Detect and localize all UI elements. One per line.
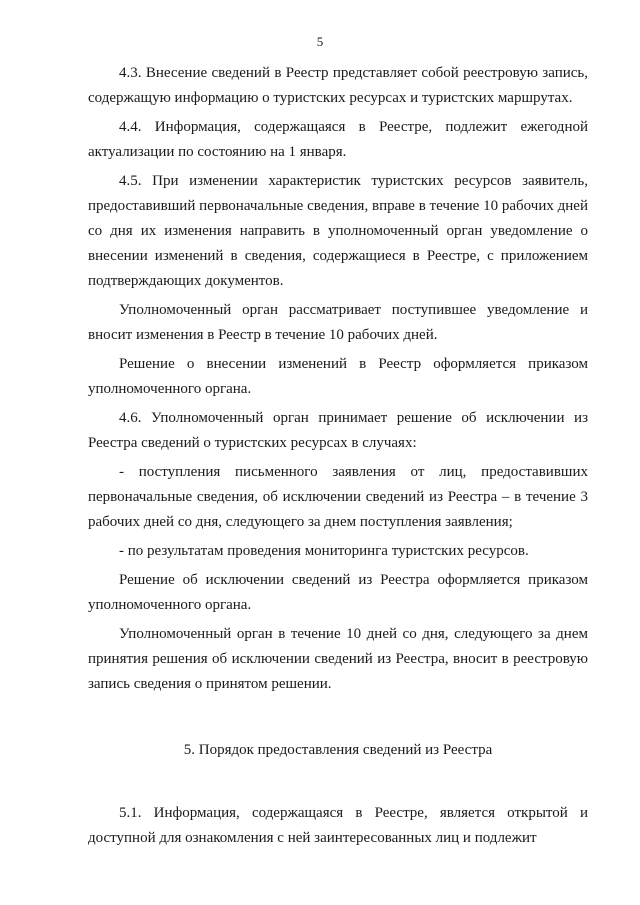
paragraph-change-order: Решение о внесении изменений в Реестр оформляется приказом уполномоченного органа. [88,356,588,397]
paragraph-review-notice: Уполномоченный орган рассматривает поступившее уведомление и вносит изменения в Реестр в течение 10 рабочих дней. [88,302,588,343]
paragraph-exclusion-order: Решение об исключении сведений из Реестра оформляется приказом уполномоченного органа. [88,572,588,613]
section-heading: 5. Порядок предоставления сведений из Реестра [183,742,493,758]
list-item-monitoring: - по результатам проведения мониторинга туристских ресурсов. [119,543,529,559]
page-number: 5 [316,34,324,49]
paragraph-4-3: 4.3. Внесение сведений в Реестр представляет собой реестровую запись, содержащую информацию о туристских ресурсах и туристских маршрутах. [88,65,588,106]
paragraph-4-6: 4.6. Уполномоченный орган принимает решение об исключении из Реестра сведений о туристских ресурсах в случаях: [88,410,588,451]
paragraph-5-1: 5.1. Информация, содержащаяся в Реестре, является открытой и доступной для ознакомления с ней заинтересованных лиц и подлежит [88,805,588,846]
document-body [88,61,588,855]
paragraph-4-5: 4.5. При изменении характеристик туристских ресурсов заявитель, предоставивший первоначальные сведения, вправе в течение 10 рабочих дней со дня их изменения направить в уполномоченный орган уведомление о внесении изменений в сведения, содержащиеся в Реестре, с приложением подтверждающих документов. [88,173,588,289]
paragraph-4-4: 4.4. Информация, содержащаяся в Реестре, подлежит ежегодной актуализации по состоянию на 1 января. [88,119,588,160]
paragraph-exclusion-record: Уполномоченный орган в течение 10 дней со дня, следующего за днем принятия решения об исключении сведений из Реестра, вносит в реестровую запись сведения о принятом решении. [88,626,588,692]
list-item-written-request: - поступления письменного заявления от лиц, предоставивших первоначальные сведения, об исключении сведений из Реестра – в течение 3 рабочих дней со дня, следующего за днем поступления заявления; [88,464,588,530]
